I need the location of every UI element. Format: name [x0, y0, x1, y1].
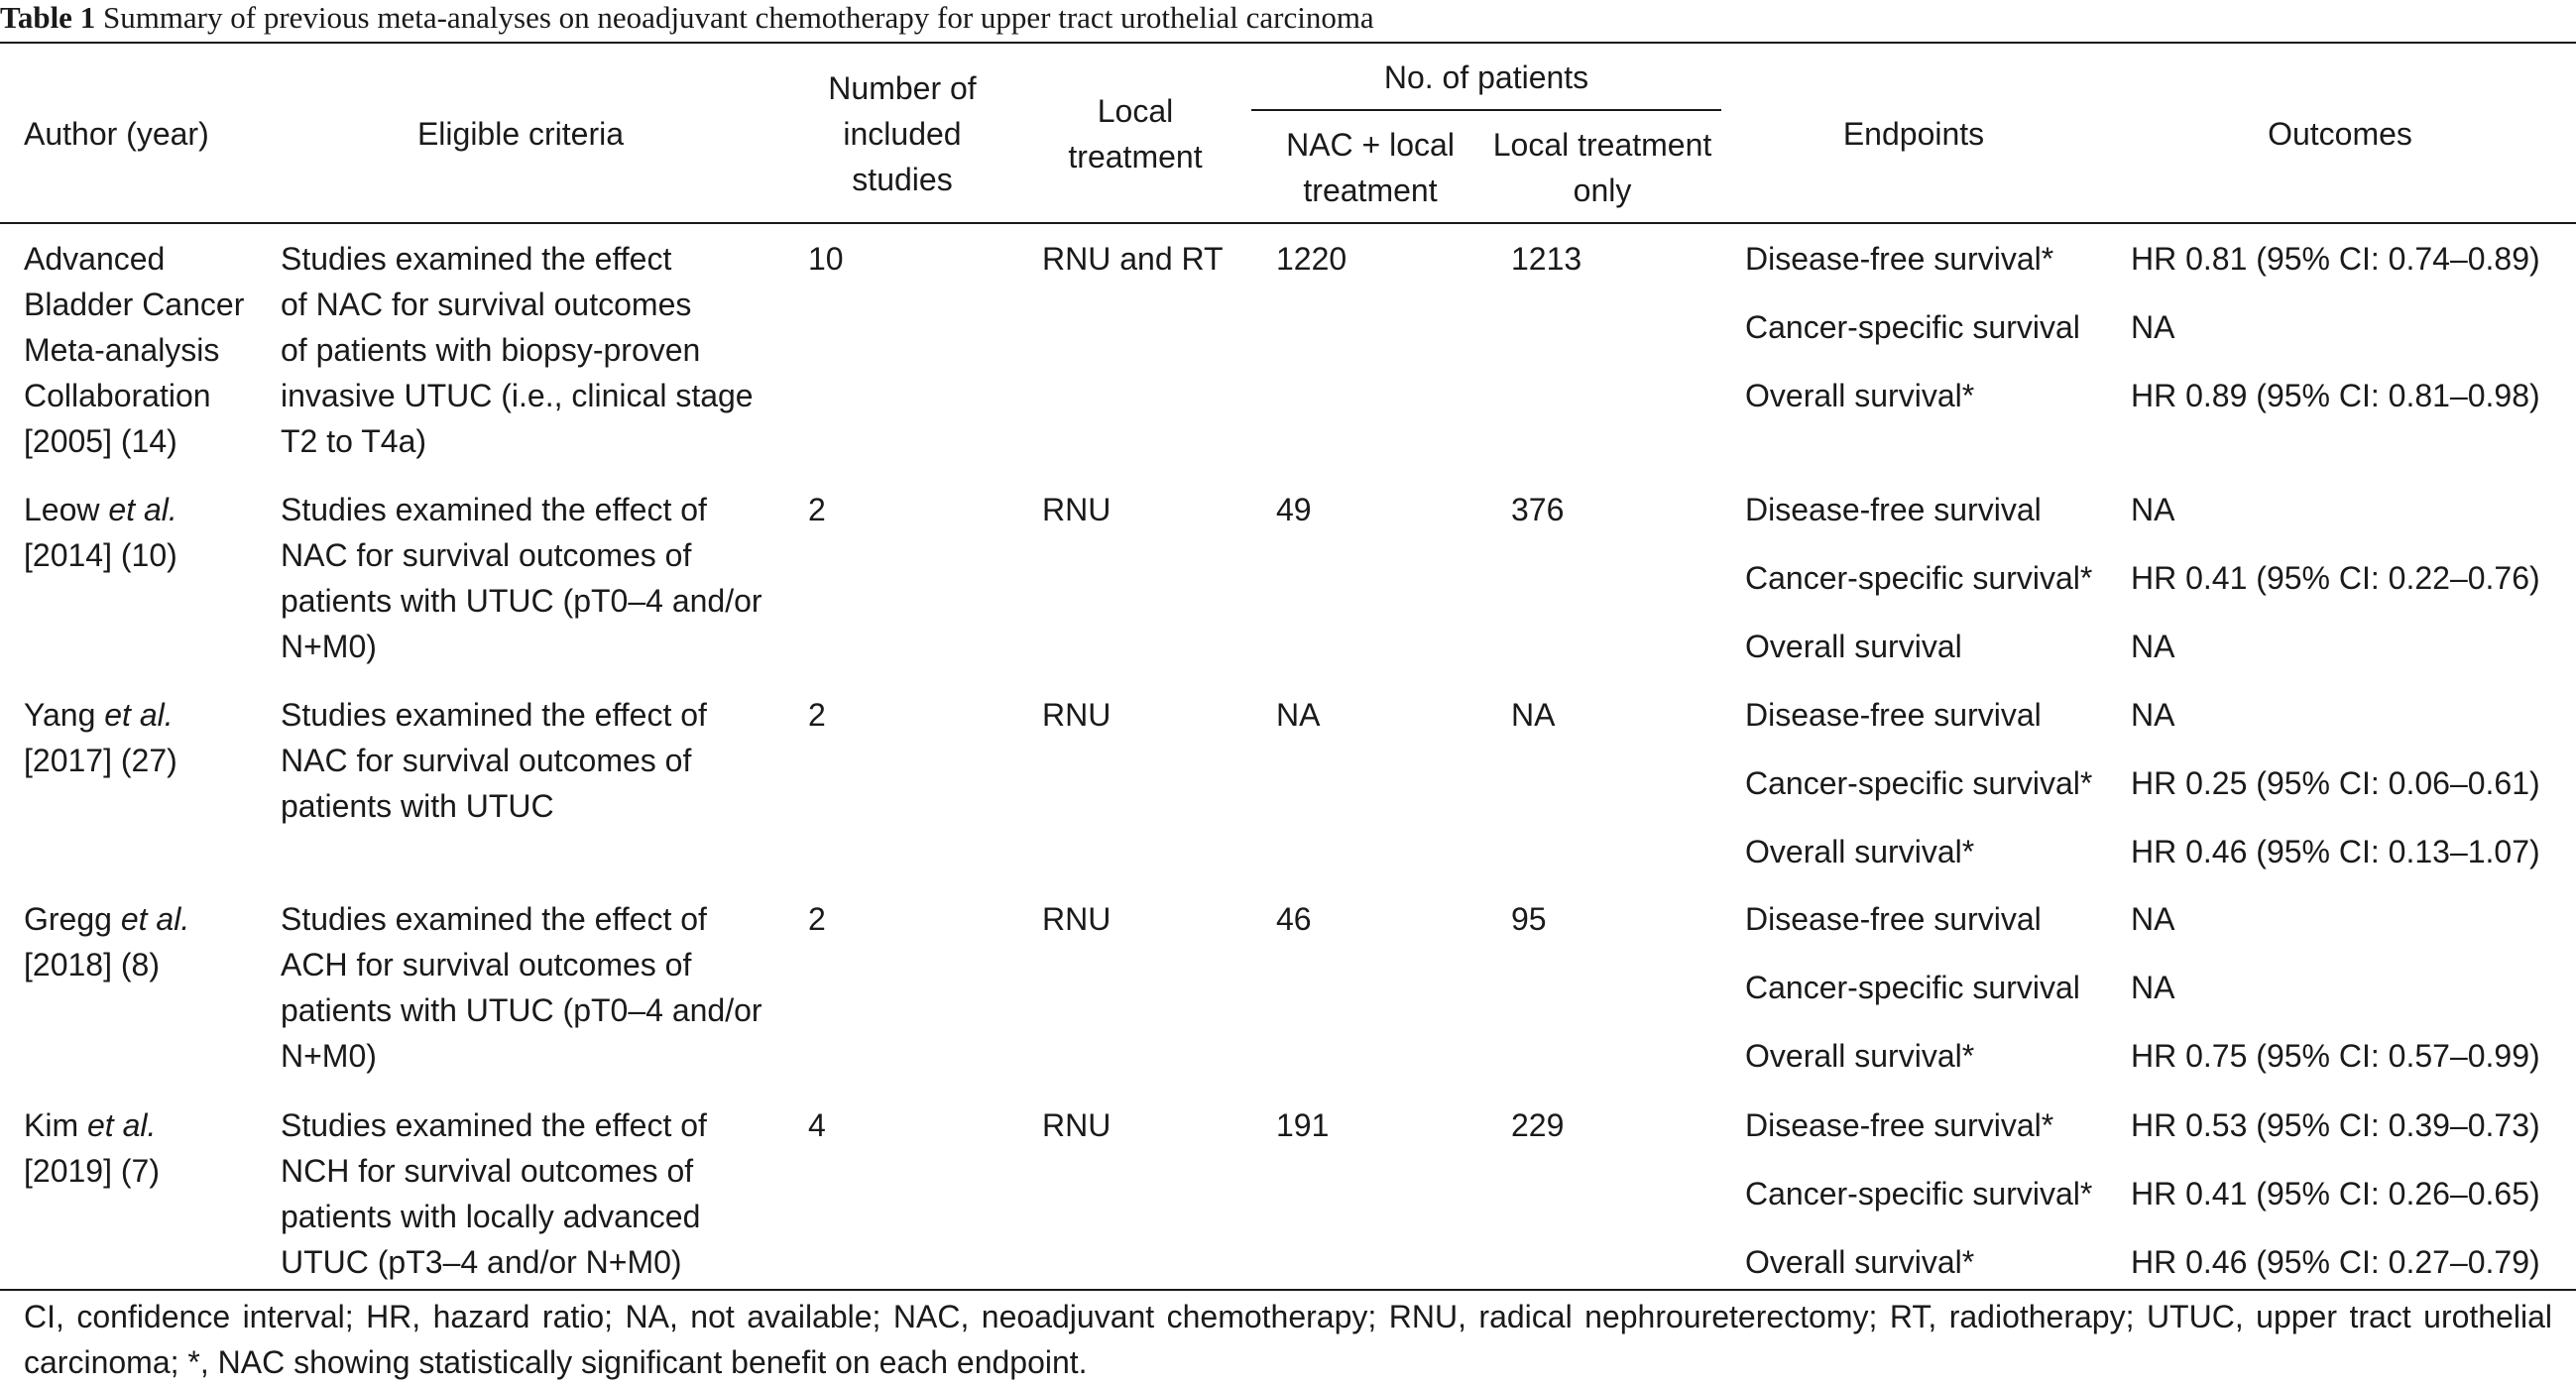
header-studies-line: Number of [828, 70, 977, 106]
cell-local-treatment: RNU [1042, 697, 1112, 733]
cell-criteria-line: NCH for survival outcomes of [281, 1153, 694, 1189]
cell-criteria-line: UTUC (pT3–4 and/or N+M0) [281, 1244, 682, 1280]
cell-endpoint: Cancer-specific survival* [1745, 1176, 2093, 1212]
top-rule [0, 42, 2576, 44]
cell-endpoint: Disease-free survival* [1745, 1107, 2054, 1143]
header-local-line: Local [1097, 93, 1174, 129]
cell-author-line: Yang et al. [24, 697, 174, 733]
cell-local-only-count: 229 [1511, 1107, 1565, 1143]
cell-local-only-count: NA [1511, 697, 1556, 733]
cell-author-line: [2018] (8) [24, 947, 160, 982]
cell-endpoint: Disease-free survival [1745, 901, 2042, 937]
cell-criteria-line: ACH for survival outcomes of [281, 947, 692, 982]
cell-author-line: Leow et al. [24, 492, 177, 527]
cell-local-treatment: RNU [1042, 492, 1112, 527]
cell-outcome: HR 0.46 (95% CI: 0.27–0.79) [2131, 1244, 2540, 1280]
cell-studies: 2 [808, 492, 826, 527]
cell-nac-count: 191 [1276, 1107, 1330, 1143]
cell-endpoint: Overall survival* [1745, 1038, 1975, 1074]
cell-outcome: NA [2131, 901, 2175, 937]
cell-criteria-line: N+M0) [281, 629, 377, 664]
cell-criteria-line: Studies examined the effect of [281, 901, 707, 937]
cell-studies: 2 [808, 901, 826, 937]
cell-outcome: HR 0.53 (95% CI: 0.39–0.73) [2131, 1107, 2540, 1143]
cell-nac-count: NA [1276, 697, 1321, 733]
cell-outcome: NA [2131, 697, 2175, 733]
header-patients: No. of patients [1383, 59, 1589, 95]
cell-endpoint: Disease-free survival* [1745, 241, 2054, 277]
table-footnote: CI, confidence interval; HR, hazard ratio; NA, not available; NAC, neoadjuvant chemotherapy; RNU, radical nephroureterectomy; RT, radiotherapy; UTUC, upper tract urothelial carcinoma; *, NAC showing statistically significant benefit on each endpoint. [24, 1299, 2552, 1380]
cell-criteria-line: NAC for survival outcomes of [281, 537, 692, 573]
cell-author-line: Meta-analysis [24, 332, 220, 368]
patients-group-rule [1251, 109, 1721, 111]
cell-outcome: NA [2131, 970, 2175, 1005]
cell-criteria-line: patients with UTUC (pT0–4 and/or [281, 992, 762, 1028]
cell-criteria-line: of patients with biopsy-proven [281, 332, 701, 368]
cell-studies: 2 [808, 697, 826, 733]
cell-criteria-line: Studies examined the effect of [281, 697, 707, 733]
cell-author-line: Bladder Cancer [24, 287, 245, 322]
cell-criteria-line: Studies examined the effect [281, 241, 672, 277]
cell-endpoint: Cancer-specific survival* [1745, 765, 2093, 801]
cell-studies: 4 [808, 1107, 826, 1143]
cell-endpoint: Disease-free survival [1745, 492, 2042, 527]
cell-local-treatment: RNU [1042, 901, 1112, 937]
cell-outcome: HR 0.89 (95% CI: 0.81–0.98) [2131, 378, 2540, 413]
cell-author-line: Collaboration [24, 378, 211, 413]
header-criteria: Eligible criteria [416, 116, 625, 152]
cell-endpoint: Overall survival* [1745, 834, 1975, 869]
cell-local-only-count: 95 [1511, 901, 1547, 937]
cell-author-line: Gregg et al. [24, 901, 190, 937]
cell-outcome: NA [2131, 629, 2175, 664]
cell-studies: 10 [808, 241, 844, 277]
cell-author-line: Kim et al. [24, 1107, 157, 1143]
cell-criteria-line: NAC for survival outcomes of [281, 743, 692, 778]
cell-endpoint: Overall survival [1745, 629, 1962, 664]
cell-endpoint: Cancer-specific survival* [1745, 560, 2093, 596]
table-caption [0, 0, 1374, 38]
header-nac-line: treatment [1303, 173, 1438, 208]
cell-local-treatment: RNU [1042, 1107, 1112, 1143]
cell-author-line: [2014] (10) [24, 537, 177, 573]
cell-criteria-line: patients with UTUC (pT0–4 and/or [281, 583, 762, 619]
cell-local-treatment: RNU and RT [1042, 241, 1224, 277]
cell-outcome: HR 0.25 (95% CI: 0.06–0.61) [2131, 765, 2540, 801]
cell-nac-count: 46 [1276, 901, 1312, 937]
cell-author-line: [2017] (27) [24, 743, 177, 778]
cell-author-line: [2019] (7) [24, 1153, 160, 1189]
cell-endpoint: Disease-free survival [1745, 697, 2042, 733]
cell-outcome: NA [2131, 309, 2175, 345]
header-local-only-line: only [1573, 173, 1632, 208]
header-rule [0, 222, 2576, 224]
cell-outcome: NA [2131, 492, 2175, 527]
cell-nac-count: 1220 [1276, 241, 1347, 277]
header-studies-line: studies [852, 162, 953, 197]
cell-nac-count: 49 [1276, 492, 1312, 527]
cell-criteria-line: of NAC for survival outcomes [281, 287, 692, 322]
cell-outcome: HR 0.75 (95% CI: 0.57–0.99) [2131, 1038, 2540, 1074]
cell-criteria-line: Studies examined the effect of [281, 1107, 707, 1143]
cell-endpoint: Cancer-specific survival [1745, 309, 2080, 345]
cell-criteria-line: patients with locally advanced [281, 1199, 701, 1234]
cell-outcome: HR 0.41 (95% CI: 0.22–0.76) [2131, 560, 2540, 596]
cell-outcome: HR 0.46 (95% CI: 0.13–1.07) [2131, 834, 2540, 869]
cell-outcome: HR 0.41 (95% CI: 0.26–0.65) [2131, 1176, 2540, 1212]
cell-author-line: [2005] (14) [24, 423, 177, 459]
header-endpoints: Endpoints [1842, 116, 1985, 152]
table-label: Table 1 [0, 0, 96, 35]
bottom-rule [0, 1289, 2576, 1291]
cell-criteria-line: invasive UTUC (i.e., clinical stage [281, 378, 754, 413]
cell-criteria-line: patients with UTUC [281, 788, 554, 824]
cell-endpoint: Overall survival* [1745, 378, 1975, 413]
header-studies-line: included [843, 116, 962, 152]
cell-local-only-count: 376 [1511, 492, 1565, 527]
header-nac-line: NAC + local [1286, 127, 1455, 163]
cell-endpoint: Cancer-specific survival [1745, 970, 2080, 1005]
header-author: Author (year) [24, 116, 209, 152]
cell-criteria-line: Studies examined the effect of [281, 492, 707, 527]
cell-criteria-line: N+M0) [281, 1038, 377, 1074]
table-title: Summary of previous meta-analyses on neoadjuvant chemotherapy for upper tract urothelial carcinoma [102, 0, 1374, 35]
cell-endpoint: Overall survival* [1745, 1244, 1975, 1280]
cell-outcome: HR 0.81 (95% CI: 0.74–0.89) [2131, 241, 2540, 277]
cell-local-only-count: 1213 [1511, 241, 1582, 277]
cell-author-line: Advanced [24, 241, 166, 277]
header-local-only-line: Local treatment [1492, 127, 1712, 163]
cell-criteria-line: T2 to T4a) [281, 423, 427, 459]
header-outcomes: Outcomes [2268, 116, 2412, 152]
header-local-line: treatment [1068, 139, 1203, 174]
